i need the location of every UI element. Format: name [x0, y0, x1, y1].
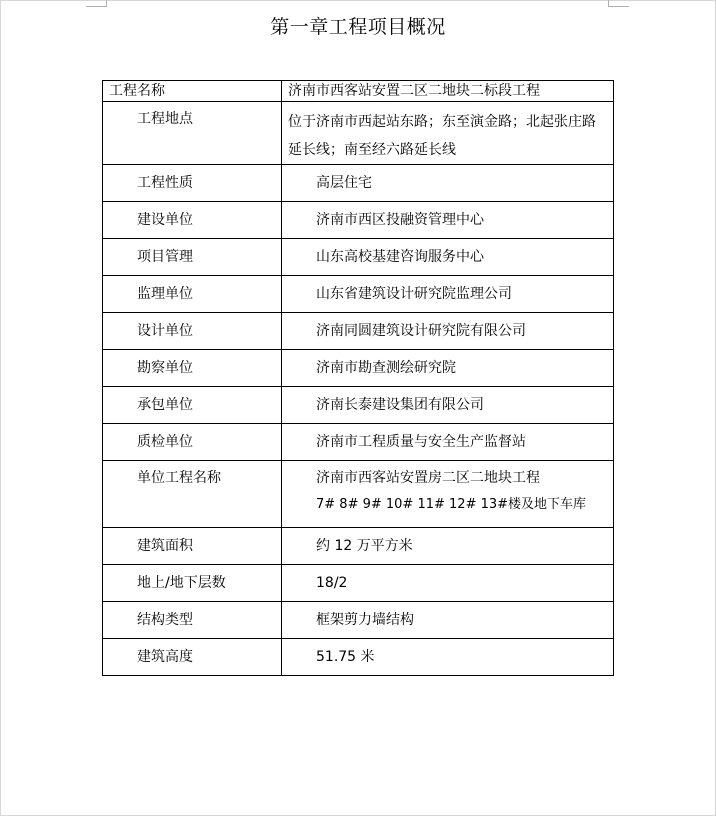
row-value: 山东省建筑设计研究院监理公司 — [316, 286, 512, 302]
row-label: 工程性质 — [137, 175, 193, 191]
project-overview-table — [102, 80, 614, 676]
row-value-cell — [282, 165, 614, 202]
table-row — [103, 202, 614, 239]
row-label-cell — [103, 565, 282, 602]
table-row — [103, 387, 614, 424]
row-value-cell — [282, 565, 614, 602]
row-label: 结构类型 — [137, 612, 193, 628]
page-title: 第一章工程项目概况 — [270, 16, 446, 38]
row-label: 建设单位 — [137, 212, 193, 228]
table-row — [103, 424, 614, 461]
row-value: 济南同圆建筑设计研究院有限公司 — [316, 323, 526, 339]
row-label: 项目管理 — [137, 249, 193, 265]
row-label-cell — [103, 313, 282, 350]
row-value-cell — [282, 313, 614, 350]
row-value: 济南长泰建设集团有限公司 — [316, 397, 484, 413]
row-value-cell — [282, 461, 614, 528]
table-row — [103, 350, 614, 387]
row-value: 18/2 — [316, 575, 348, 591]
project-name-label: 工程名称 — [109, 83, 165, 99]
row-label-cell — [103, 202, 282, 239]
row-value-cell — [282, 602, 614, 639]
table-row — [103, 165, 614, 202]
row-value-cell — [282, 528, 614, 565]
row-value: 济南市工程质量与安全生产监督站 — [316, 434, 526, 450]
row-label-cell — [103, 165, 282, 202]
table-row — [103, 528, 614, 565]
row-value: 山东高校基建咨询服务中心 — [316, 249, 484, 265]
table-row — [103, 239, 614, 276]
row-value-cell — [282, 424, 614, 461]
row-label-cell — [103, 239, 282, 276]
row-label-cell — [103, 424, 282, 461]
unit-project-buildings: 7# 8# 9# 10# 11# 12# 13#楼及地下车库 — [316, 497, 587, 512]
row-label: 建筑高度 — [137, 649, 193, 665]
unit-project-label: 单位工程名称 — [137, 470, 221, 486]
row-label-cell — [103, 102, 282, 165]
table-row — [103, 602, 614, 639]
row-label-cell — [103, 528, 282, 565]
table-row — [103, 81, 614, 102]
row-value: 济南市勘查测绘研究院 — [316, 360, 456, 376]
row-label-cell — [103, 639, 282, 676]
margin-corner-mark — [608, 0, 629, 7]
table-row — [103, 639, 614, 676]
table-row — [103, 276, 614, 313]
row-value-cell — [282, 102, 614, 165]
row-value-cell — [282, 387, 614, 424]
row-value: 济南市西区投融资管理中心 — [316, 212, 484, 228]
row-value: 框架剪力墙结构 — [316, 612, 414, 628]
address-label: 工程地点 — [137, 111, 193, 127]
row-value-cell — [282, 350, 614, 387]
row-label: 监理单位 — [137, 286, 193, 302]
table-row — [103, 313, 614, 350]
table-row — [103, 461, 614, 528]
margin-corner-mark — [86, 0, 107, 7]
row-value: 51.75 米 — [316, 649, 375, 665]
row-label: 建筑面积 — [137, 538, 193, 554]
row-value: 高层住宅 — [316, 175, 372, 191]
row-value-cell — [282, 202, 614, 239]
row-value-cell — [282, 239, 614, 276]
row-label-cell — [103, 387, 282, 424]
project-name-value: 济南市西客站安置二区二地块二标段工程 — [288, 83, 540, 99]
row-label-cell — [103, 602, 282, 639]
table-row — [103, 102, 614, 165]
row-label: 勘察单位 — [137, 360, 193, 376]
row-label-cell — [103, 81, 282, 102]
row-value: 约 12 万平方米 — [316, 538, 413, 554]
row-label-cell — [103, 350, 282, 387]
table-row — [103, 565, 614, 602]
row-label-cell — [103, 276, 282, 313]
address-value: 位于济南市西起站东路；东至演金路；北起张庄路延长线；南至经六路延长线 — [288, 114, 596, 158]
row-label: 设计单位 — [137, 323, 193, 339]
row-label-cell — [103, 461, 282, 528]
row-label: 地上/地下层数 — [137, 575, 226, 591]
row-value-cell — [282, 81, 614, 102]
row-value-cell — [282, 639, 614, 676]
row-label: 承包单位 — [137, 397, 193, 413]
row-label: 质检单位 — [137, 434, 193, 450]
unit-project-name: 济南市西客站安置房二区二地块工程 — [316, 470, 540, 486]
row-value-cell — [282, 276, 614, 313]
